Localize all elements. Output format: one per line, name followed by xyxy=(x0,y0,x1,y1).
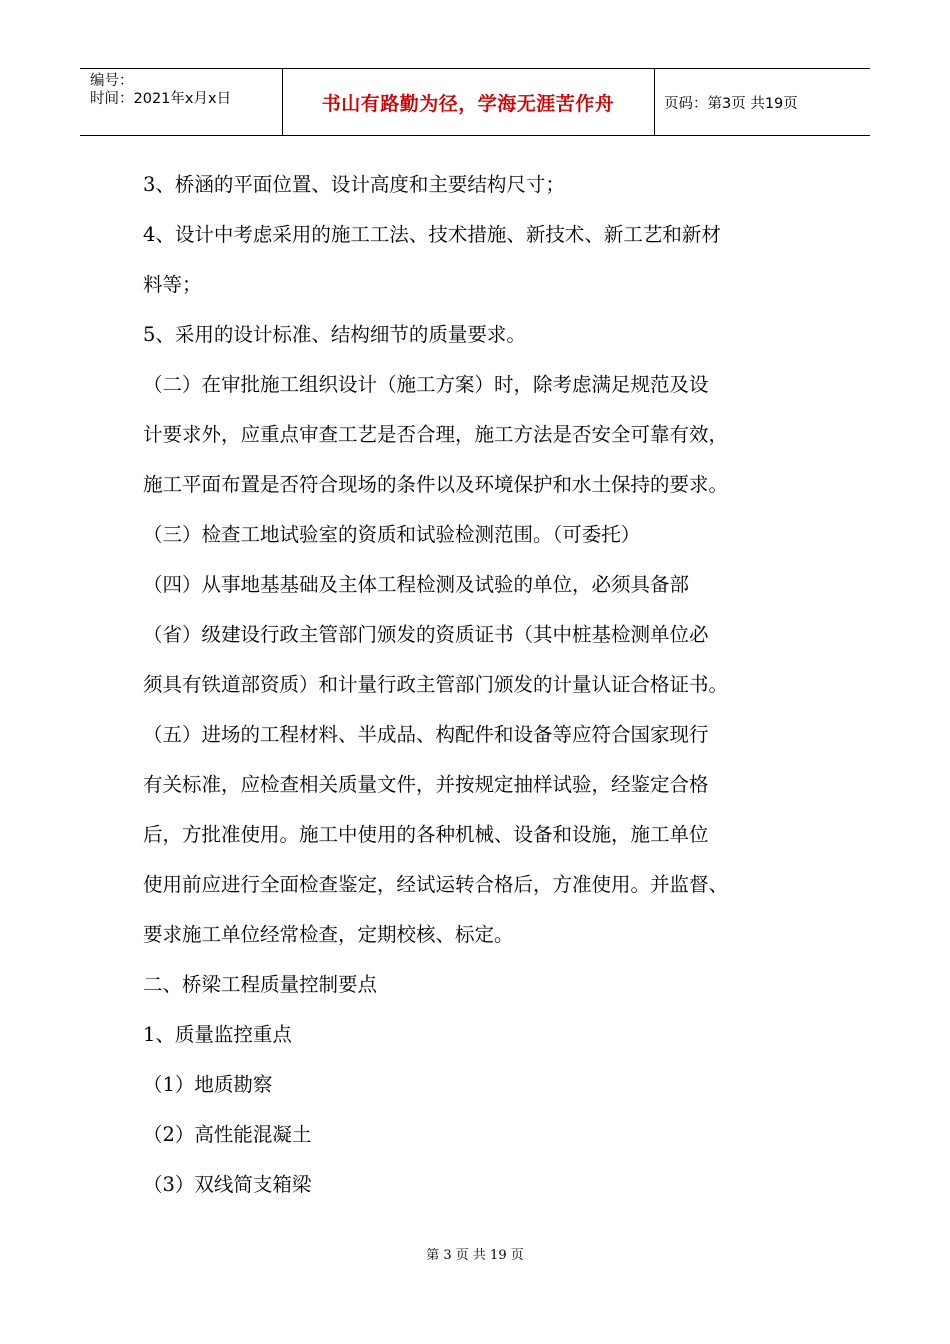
document-body xyxy=(143,160,843,1210)
body-line: （四）从事地基基础及主体工程检测及试验的单位，必须具备部 xyxy=(143,573,690,596)
list-item: （3）双线简支箱梁 xyxy=(143,1173,312,1196)
body-line: （五）进场的工程材料、半成品、构配件和设备等应符合国家现行 xyxy=(143,723,709,746)
subsection-heading: 1、质量监控重点 xyxy=(143,1023,292,1046)
body-line: 计要求外，应重点审查工艺是否合理，施工方法是否安全可靠有效， xyxy=(143,423,729,446)
body-line: 4、设计中考虑采用的施工工法、技术措施、新技术、新工艺和新材 xyxy=(143,223,721,246)
page-footer: 第 3 页 共 19 页 xyxy=(426,1248,524,1263)
document-number-label: 编号： xyxy=(90,73,134,89)
body-line: 使用前应进行全面检查鉴定，经试运转合格后，方准使用。并监督、 xyxy=(143,873,729,896)
header-divider-right xyxy=(654,69,655,135)
list-item: （2）高性能混凝土 xyxy=(143,1123,312,1146)
body-line: 须具有铁道部资质）和计量行政主管部门颁发的计量认证合格证书。 xyxy=(143,673,729,696)
body-line: 要求施工单位经常检查，定期校核、标定。 xyxy=(143,923,514,946)
body-line: 施工平面布置是否符合现场的条件以及环境保护和水土保持的要求。 xyxy=(143,473,729,496)
body-line: 5、采用的设计标准、结构细节的质量要求。 xyxy=(143,323,526,346)
list-item: （1）地质勘察 xyxy=(143,1073,273,1096)
body-line: （三）检查工地试验室的资质和试验检测范围。（可委托） xyxy=(143,523,641,546)
body-line: （二）在审批施工组织设计（施工方案）时，除考虑满足规范及设 xyxy=(143,373,709,396)
document-date-label: 时间：2021年x月x日 xyxy=(90,91,232,107)
page-header xyxy=(80,68,870,136)
body-line: （省）级建设行政主管部门颁发的资质证书（其中桩基检测单位必 xyxy=(143,623,709,646)
body-line: 后，方批准使用。施工中使用的各种机械、设备和设施，施工单位 xyxy=(143,823,709,846)
header-page-indicator: 页码：第3页 共19页 xyxy=(664,95,798,112)
body-line: 料等； xyxy=(143,273,202,296)
section-heading: 二、桥梁工程质量控制要点 xyxy=(143,973,378,996)
header-motto: 书山有路勤为径，学海无涯苦作舟 xyxy=(321,92,615,115)
body-line: 有关标准，应检查相关质量文件，并按规定抽样试验，经鉴定合格 xyxy=(143,773,709,796)
body-line: 3、桥涵的平面位置、设计高度和主要结构尺寸； xyxy=(143,173,565,196)
header-meta xyxy=(80,69,282,135)
